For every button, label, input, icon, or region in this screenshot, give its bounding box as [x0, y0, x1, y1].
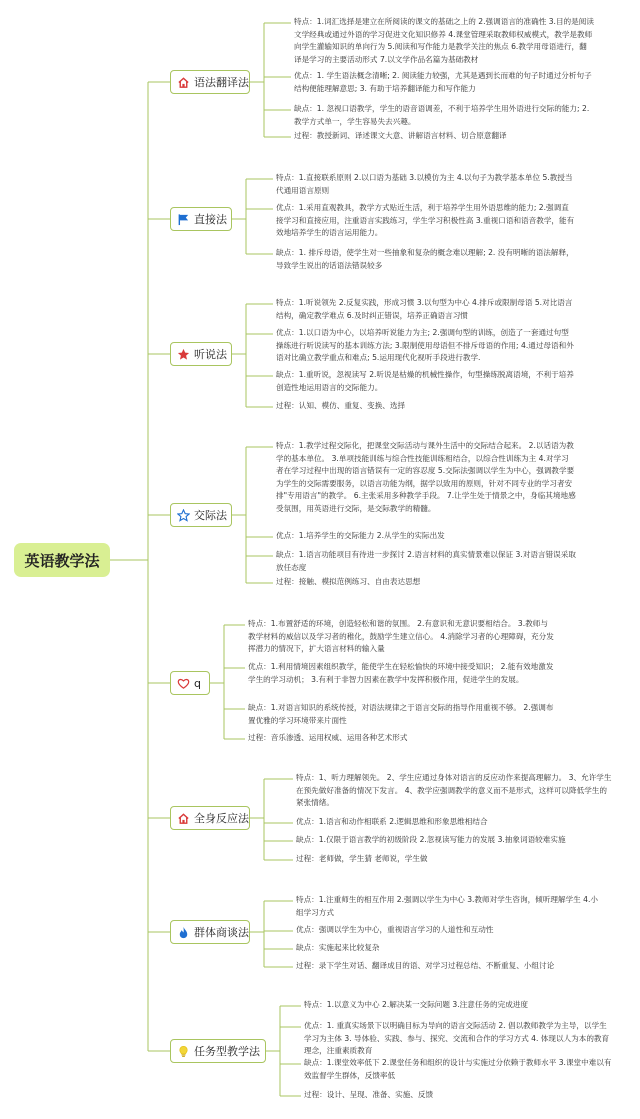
method-node[interactable]	[170, 671, 210, 695]
method-label: 语法翻译法	[194, 76, 249, 89]
detail-text: 优点：1. 学生语法概念清晰; 2. 阅读能力较强，尤其是遇到长而难的句子时通过分析句子结构便能理解意思; 3. 有助于培养翻译能力和写作能力	[294, 71, 592, 93]
detail-text: 优点：强调以学生为中心，重视语言学习的人道性和互动性	[296, 925, 494, 934]
detail-text: 特点：1.注重师生的相互作用 2.强调以学生为中心 3.教师对学生咨询，倾听理解学生 4.小组学习方式	[296, 895, 598, 917]
star-icon	[177, 348, 190, 361]
method-label: 交际法	[194, 509, 227, 522]
method-label: 全身反应法	[194, 812, 249, 825]
detail-text: 过程：认知、模仿、重复、变换、选择	[276, 401, 406, 410]
detail-text: 缺点：1.对语言知识的系统传授，对语法规律之于语言交际的指导作用重视不够。 2.强调布置优雅的学习环境带来片面性	[248, 703, 554, 725]
method-node[interactable]	[170, 503, 232, 527]
detail-text: 过程：录下学生对话、翻译成目的语、对学习过程总结、不断重复、小组讨论	[296, 961, 555, 970]
detail-text: 过程：设计、呈现、准备、实施、反馈	[304, 1090, 434, 1099]
detail-text: 过程：老师做，学生猜 老师说，学生做	[296, 854, 428, 863]
detail-text: 特点：1.教学过程交际化，把课堂交际活动与课外生活中的交际结合起来。 2.以话语为教学的基本单位。 3.单项技能训练与综合性技能训练相结合，以综合性训练为主 4.对学习者在学习过程中出现的语言错误有一定的容忍度 5.交际法强调以学生为中心，强调教学要为学生的交际需要服务，以语言功能为纲，据学以致用的原则，针对不同专业的学习者安排"专用语言"的教学。 6.主张采用多种教学手段。 7.让学生处于情景之中，身临其境地感受氛围，用英语进行交际，是交际教学的精髓。	[276, 441, 576, 513]
method-label: 群体商谈法	[194, 926, 249, 939]
star-outline-icon	[177, 509, 190, 522]
method-label: 任务型教学法	[194, 1045, 260, 1058]
method-node[interactable]	[170, 207, 232, 231]
detail-text: 优点：1.培养学生的交际能力 2.从学生的实际出发	[276, 531, 445, 540]
detail-text: 优点：1.利用情境因素组织教学，能使学生在轻松愉快的环境中接受知识； 2.能有效地激发学生的学习动机； 3.有利于非智力因素在教学中发挥积极作用，促进学生的发展。	[248, 662, 554, 684]
method-node[interactable]	[170, 806, 250, 830]
method-node[interactable]	[170, 70, 250, 94]
method-label: 听说法	[194, 348, 227, 361]
method-label: 直接法	[194, 213, 227, 226]
detail-text: 缺点：1. 排斥母语，使学生对一些抽象和复杂的概念难以理解; 2. 没有明晰的语法解释，导致学生说出的话语法错误较多	[276, 248, 574, 270]
house-icon	[177, 76, 190, 89]
detail-text: 缺点：1.语言功能项目有待进一步探讨 2.语言材料的真实情景难以保证 3.对语言错误采取放任态度	[276, 550, 576, 572]
detail-text: 优点：1.采用直观教具，教学方式贴近生活，利于培养学生用外语思维的能力; 2.强调直接学习和直接应用，注重语言实践练习，学生学习积极性高 3.重视口语和语音教学，能有效地培养学生的语言运用能力。	[276, 203, 575, 238]
method-label: q	[194, 676, 201, 690]
detail-text: 过程：接触、模拟范例练习、自由表达思想	[276, 577, 421, 586]
detail-text: 特点：1.词汇选择是建立在所阅读的课文的基础之上的 2.强调语言的准确性 3.目的是阅读文学经典或通过外语的学习促进文化知识修养 4.课堂管理采取教师权威模式，教学是教师向学生灌输知识的单向行为 5.阅读和写作能力是教学关注的焦点 6.教学用母语进行，翻译是学习的主要活动形式 7.以文学作品名篇为基础教材	[294, 17, 594, 64]
detail-text: 缺点：1.重听说，忽视读写 2.听说是枯燥的机械性操作，句型操练脱离语境，不利于培养创造性地运用语言的交际能力。	[276, 370, 574, 392]
detail-text: 过程：教授新词、译述课文大意、讲解语言材料、切合原意翻译	[294, 131, 507, 140]
root-topic[interactable]: 英语教学法	[14, 543, 110, 577]
method-node[interactable]	[170, 920, 250, 944]
house-icon	[177, 812, 190, 825]
heart-icon	[177, 677, 190, 690]
detail-text: 缺点：1.课堂效率低下 2.课堂任务和组织的设计与实施过分依赖于教师水平 3.课堂中难以有效监督学生群体，反馈率低	[304, 1058, 612, 1080]
detail-text: 特点：1.布置舒适的环境，创造轻松和谐的氛围。 2.有意识和无意识要相结合。 3.教师与教学材料的威信以及学习者的稚化，鼓励学生建立信心。 4.消除学习者的心理障碍，充分发挥潜力的情况下，扩大语言材料的输入量	[248, 619, 554, 654]
detail-text: 优点：1.以口语为中心，以培养听说能力为主; 2.强调句型的训练，创造了一套通过句型操练进行听说读写的基本训练方法; 3.限制使用母语但不排斥母语的作用; 4.通过母语和外语对比确立教学重点和难点; 5.运用现代化视听手段进行教学.	[276, 328, 574, 363]
detail-text: 缺点：1.仅限于语言教学的初级阶段 2.忽视读写能力的发展 3.抽象词语较难实施	[296, 835, 566, 844]
method-node[interactable]	[170, 342, 232, 366]
detail-text: 优点：1.语言和动作相联系 2.逻辑思维和形象思维相结合	[296, 817, 488, 826]
flame-icon	[177, 926, 190, 939]
detail-text: 特点：1.以意义为中心 2.解决某一交际问题 3.注意任务的完成进度	[304, 1000, 528, 1009]
detail-text: 过程：音乐渗透、运用权威、运用各种艺术形式	[248, 733, 408, 742]
detail-text: 优点：1. 重真实场景下以明确目标为导向的语言交际活动 2. 倡以教师教学为主导，以学生学习为主体 3. 导体验、实践、参与、探究、交流和合作的学习方式 4. 体现以人为本的教育理念，注重素质教育	[304, 1021, 610, 1056]
detail-text: 缺点：1. 忽视口语教学，学生的语音语调差，不利于培养学生用外语进行交际的能力; 2. 教学方式单一，学生容易失去兴趣。	[294, 104, 590, 126]
detail-text: 特点：1.听说领先 2.反复实践，形成习惯 3.以句型为中心 4.排斥或限制母语 5.对比语言结构，确定教学难点 6.及时纠正错误，培养正确语言习惯	[276, 298, 573, 320]
flag-icon	[177, 213, 190, 226]
method-node[interactable]	[170, 1039, 266, 1063]
detail-text: 特点：1.直接联系原则 2.以口语为基础 3.以模仿为主 4.以句子为教学基本单位 5.教授当代通用语言原则	[276, 173, 573, 195]
detail-text: 特点：1、听力理解领先。 2、学生应通过身体对语言的反应动作来提高理解力。 3、允许学生在预先做好准备的情况下发言。 4、教学应强调教学的意义而不是形式，这样可以降低学生的紧张情绪。	[296, 773, 612, 808]
detail-text: 缺点：实施起来比较复杂	[296, 943, 380, 952]
lightbulb-icon	[177, 1045, 190, 1058]
